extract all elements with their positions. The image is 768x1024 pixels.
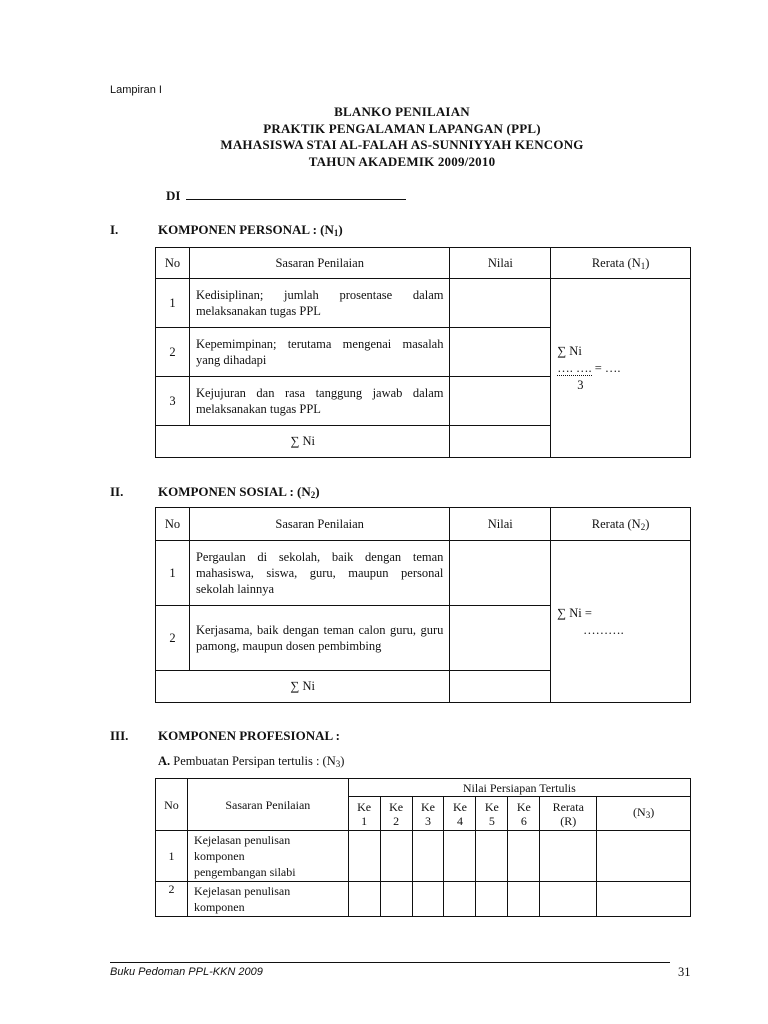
sum-nilai-cell[interactable] bbox=[450, 671, 551, 703]
row-no: 1 bbox=[156, 279, 190, 328]
header-ke-2: Ke 2 bbox=[380, 797, 412, 831]
sum-nilai-cell[interactable] bbox=[450, 426, 551, 458]
nilai-cell[interactable] bbox=[444, 882, 476, 917]
n3-cell[interactable] bbox=[597, 831, 691, 882]
nilai-cell[interactable] bbox=[450, 541, 551, 606]
rerata-formula bbox=[551, 279, 691, 458]
row-no: 2 bbox=[156, 882, 188, 917]
table-personal bbox=[155, 247, 691, 458]
nilai-cell[interactable] bbox=[444, 831, 476, 882]
header-sasaran: Sasaran Penilaian bbox=[187, 779, 348, 831]
nilai-cell[interactable] bbox=[476, 882, 508, 917]
nilai-cell[interactable] bbox=[380, 831, 412, 882]
header-no: No bbox=[156, 248, 190, 279]
row-sasaran: Pergaulan di sekolah, baik dengan teman mahasiswa, siswa, guru, maupun personal sekolah lainnya bbox=[189, 541, 449, 606]
nilai-cell[interactable] bbox=[348, 882, 380, 917]
nilai-cell[interactable] bbox=[508, 882, 540, 917]
title-line-2: PRAKTIK PENGALAMAN LAPANGAN (PPL) bbox=[263, 120, 541, 136]
header-n3: $(N_3)$ bbox=[597, 797, 691, 831]
section-1-number: I. bbox=[110, 222, 119, 237]
header-rerata: Rerata $(N_1)$ bbox=[551, 248, 691, 279]
row-sasaran: Kerjasama, baik dengan teman calon guru, guru pamong, maupun dosen pembimbing bbox=[189, 606, 449, 671]
table-profesional bbox=[155, 778, 691, 917]
n3-cell[interactable] bbox=[597, 882, 691, 917]
row-sasaran: Kepemimpinan; terutama mengenai masalah yang dihadapi bbox=[189, 328, 450, 377]
formula-fraction: …. …. = …. bbox=[557, 360, 621, 375]
footer-divider bbox=[110, 962, 670, 963]
nilai-cell[interactable] bbox=[412, 831, 444, 882]
nilai-cell[interactable] bbox=[380, 882, 412, 917]
header-ke-1: Ke 1 bbox=[348, 797, 380, 831]
header-ke-3: Ke 3 bbox=[412, 797, 444, 831]
formula-sum: ∑ Ni = bbox=[557, 605, 592, 620]
title-line-3: MAHASISWA STAI AL-FALAH AS-SUNNIYYAH KENCONG bbox=[220, 137, 584, 152]
sum-label: ∑ Ni bbox=[156, 671, 450, 703]
nilai-cell[interactable] bbox=[508, 831, 540, 882]
rerata-cell[interactable] bbox=[540, 882, 597, 917]
header-nilai: Nilai bbox=[450, 508, 551, 541]
title-line-1: BLANKO PENILAIAN bbox=[334, 104, 470, 119]
section-3-title: KOMPONEN PROFESIONAL : bbox=[158, 728, 341, 743]
row-sasaran: Kejelasan penulisan komponen pengembangan silabi bbox=[187, 831, 348, 882]
nilai-cell[interactable] bbox=[348, 831, 380, 882]
header-ke-5: Ke 5 bbox=[476, 797, 508, 831]
rerata-formula bbox=[551, 541, 691, 703]
header-rerata: Rerata $(N_2)$ bbox=[551, 508, 691, 541]
header-nilai: Nilai bbox=[450, 248, 551, 279]
nilai-cell[interactable] bbox=[450, 279, 551, 328]
section-3-number: III. bbox=[110, 728, 129, 743]
header-no: No bbox=[156, 779, 188, 831]
row-no: 3 bbox=[156, 377, 190, 426]
page-number: 31 bbox=[678, 965, 691, 979]
di-label: DI bbox=[166, 188, 181, 203]
title-line-4: TAHUN AKADEMIK 2009/2010 bbox=[308, 153, 496, 169]
row-no: 1 bbox=[156, 541, 190, 606]
rerata-cell[interactable] bbox=[540, 831, 597, 882]
table-row bbox=[156, 541, 691, 606]
subsection-a: A. Pembuatan Persipan tertulis : $(N_3)$ bbox=[158, 754, 345, 769]
row-no: 2 bbox=[156, 606, 190, 671]
nilai-cell[interactable] bbox=[476, 831, 508, 882]
table-row bbox=[156, 279, 691, 328]
nilai-cell[interactable] bbox=[450, 606, 551, 671]
di-blank-line[interactable] bbox=[186, 188, 406, 200]
row-sasaran: Kejelasan penulisan komponen bbox=[187, 882, 348, 917]
footer-book-title: Buku Pedoman PPL-KKN 2009 bbox=[110, 966, 263, 978]
row-sasaran: Kejujuran dan rasa tanggung jawab dalam melaksanakan tugas PPL bbox=[189, 377, 450, 426]
nilai-cell[interactable] bbox=[412, 882, 444, 917]
row-no: 1 bbox=[156, 831, 188, 882]
row-sasaran: Kedisiplinan; jumlah prosentase dalam melaksanakan tugas PPL bbox=[189, 279, 450, 328]
sum-label: ∑ Ni bbox=[156, 426, 450, 458]
section-2-number: II. bbox=[110, 484, 124, 499]
header-rerata: Rerata (R) bbox=[540, 797, 597, 831]
formula-divisor: 3 bbox=[577, 377, 584, 392]
formula-sum: ∑ Ni bbox=[557, 343, 582, 358]
header-sasaran: Sasaran Penilaian bbox=[189, 248, 450, 279]
lampiran-label: Lampiran I bbox=[110, 84, 162, 96]
header-ke-6: Ke 6 bbox=[508, 797, 540, 831]
header-sasaran: Sasaran Penilaian bbox=[189, 508, 449, 541]
nilai-cell[interactable] bbox=[450, 377, 551, 426]
table-sosial bbox=[155, 507, 691, 703]
header-group: Nilai Persiapan Tertulis bbox=[348, 779, 690, 797]
section-2-title: KOMPONEN SOSIAL : $(N_2)$ bbox=[158, 484, 320, 500]
di-field bbox=[166, 188, 406, 204]
table-row bbox=[156, 882, 691, 917]
formula-dots: ………. bbox=[583, 622, 624, 637]
table-row bbox=[156, 831, 691, 882]
document-title bbox=[110, 104, 694, 170]
row-no: 2 bbox=[156, 328, 190, 377]
header-no: No bbox=[156, 508, 190, 541]
nilai-cell[interactable] bbox=[450, 328, 551, 377]
section-1-title: KOMPONEN PERSONAL : $(N_1)$ bbox=[158, 222, 343, 238]
header-ke-4: Ke 4 bbox=[444, 797, 476, 831]
